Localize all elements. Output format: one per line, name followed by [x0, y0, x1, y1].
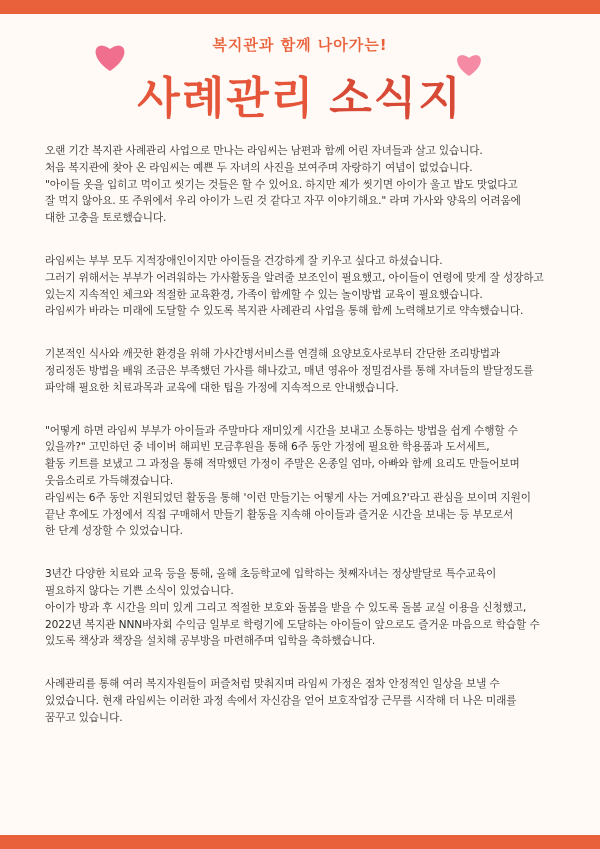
- title-newsletter: 소식지: [329, 73, 463, 124]
- paragraph-line: 라임씨는 부부 모두 지적장애인이지만 아이들을 건강하게 잘 키우고 싶다고 하셨습니다.: [45, 254, 443, 267]
- paragraph-line: 아이가 방과 후 시간을 의미 있게 그리고 적절한 보호와 돌봄을 받을 수 있도록 돌봄 교실 이용을 신청했고,: [45, 601, 527, 614]
- paragraph-line: 정리정돈 방법을 배워 조금은 부족했던 가사를 해나갔고, 매년 영유아 정밀검사를 통해 자녀들의 발달정도를: [45, 364, 534, 377]
- paragraph-line: 있을까?" 고민하던 중 네이버 해피빈 모금후원을 통해 6주 동안 가정에 필요한 학용품과 도서세트,: [45, 441, 490, 454]
- article-paragraph: [45, 676, 565, 726]
- paragraph-line: 2022년 복지관 NNN바자회 수익금 일부로 학령기에 도달하는 아이들이 앞으로도 즐거운 마음으로 학습할 수: [45, 618, 540, 631]
- bottom-accent-bar: [0, 835, 600, 849]
- paragraph-line: 웃음소리로 가득해졌습니다.: [45, 474, 174, 487]
- paragraph-line: 필요하지 않다는 기쁜 소식이 있었습니다.: [45, 584, 234, 597]
- paragraph-line: 꿈꾸고 있습니다.: [45, 711, 123, 724]
- paragraph-line: 라임씨가 바라는 미래에 도달할 수 있도록 복지관 사례관리 사업을 통해 함께 노력해보기로 약속했습니다.: [45, 305, 524, 318]
- paragraph-line: 사례관리를 통해 여러 복지자원들이 퍼즐처럼 맞춰지며 라임씨 가정은 점차 안정적인 일상을 보낼 수: [45, 678, 500, 691]
- paragraph-line: 잘 먹지 않아요. 또 주위에서 우리 아이가 느린 것 같다고 자꾸 이야기해요." 라며 가사와 양육의 어려움에: [45, 195, 521, 208]
- paragraph-line: 3년간 다양한 치료와 교육 등을 통해, 올해 초등학교에 입학하는 첫째자녀는 정상발달로 특수교육이: [45, 568, 497, 581]
- newsletter-subtitle: 복지관과 함께 나아가는!: [212, 36, 388, 54]
- article-paragraph: [45, 346, 565, 396]
- paragraph-line: 그러기 위해서는 부부가 어려워하는 가사활동을 알려줄 보조인이 필요했고, 아이들이 연령에 맞게 잘 성장하고: [45, 271, 544, 284]
- paragraph-line: 한 단계 성장할 수 있었습니다.: [45, 525, 183, 538]
- paragraph-line: 기본적인 식사와 깨끗한 환경을 위해 가사간병서비스를 연결해 요양보호사로부터 간단한 조리방법과: [45, 348, 501, 361]
- paragraph-line: 처음 복지관에 찾아 온 라임씨는 예쁜 두 자녀의 사진을 보여주며 자랑하기 여념이 없었습니다.: [45, 161, 473, 174]
- article-paragraph: [45, 566, 565, 650]
- paragraph-line: 오랜 기간 복지관 사례관리 사업으로 만나는 라임씨는 남편과 함께 어린 자녀들과 살고 있습니다.: [45, 145, 483, 157]
- title-case-management: 사례관리: [137, 73, 316, 124]
- article-paragraph: [45, 423, 565, 541]
- paragraph-line: 있도록 책상과 책장을 설치해 공부방을 마련해주며 입학을 축하했습니다.: [45, 635, 376, 648]
- paragraph-line: 대한 고충을 토로했습니다.: [45, 212, 167, 225]
- paragraph-line: "어떻게 하면 라임씨 부부가 아이들과 주말마다 재미있게 시간을 보내고 소통하는 방법을 쉽게 수행할 수: [45, 424, 518, 437]
- article-paragraph: [45, 253, 565, 320]
- paragraph-line: 있었습니다. 현재 라임씨는 이러한 과정 속에서 자신감을 얻어 보호작업장 근무를 시작해 더 나은 미래를: [45, 694, 517, 707]
- top-accent-bar: [0, 0, 600, 14]
- article-paragraph: [45, 143, 565, 227]
- paragraph-line: 활동 키트를 보냈고 그 과정을 통해 적막했던 가정이 주말은 온종일 엄마, 아빠와 함께 요리도 만들어보며: [45, 458, 520, 471]
- paragraph-line: 파악해 필요한 치료과목과 교육에 대한 팁을 가정에 지속적으로 안내했습니다.: [45, 381, 399, 394]
- paragraph-line: 라임씨는 6주 동안 지원되었던 활동을 통해 '이런 만들기는 어떻게 사는 거예요?'라고 관심을 보이며 지원이: [45, 491, 531, 504]
- paragraph-line: 있는지 지속적인 체크와 적절한 교육환경, 가족이 함께할 수 있는 놀이방법 교육이 필요했습니다.: [45, 288, 483, 301]
- article-body: [45, 143, 565, 753]
- newsletter-title: [0, 62, 600, 126]
- paragraph-line: "아이들 옷을 입히고 먹이고 씻기는 것들은 할 수 있어요. 하지만 제가 씻기면 아이가 울고 밥도 맛없다고: [45, 178, 518, 191]
- paragraph-line: 끝난 후에도 가정에서 직접 구매해서 만들기 활동을 지속해 아이들과 즐거운 시간을 보내는 등 부모로서: [45, 508, 514, 521]
